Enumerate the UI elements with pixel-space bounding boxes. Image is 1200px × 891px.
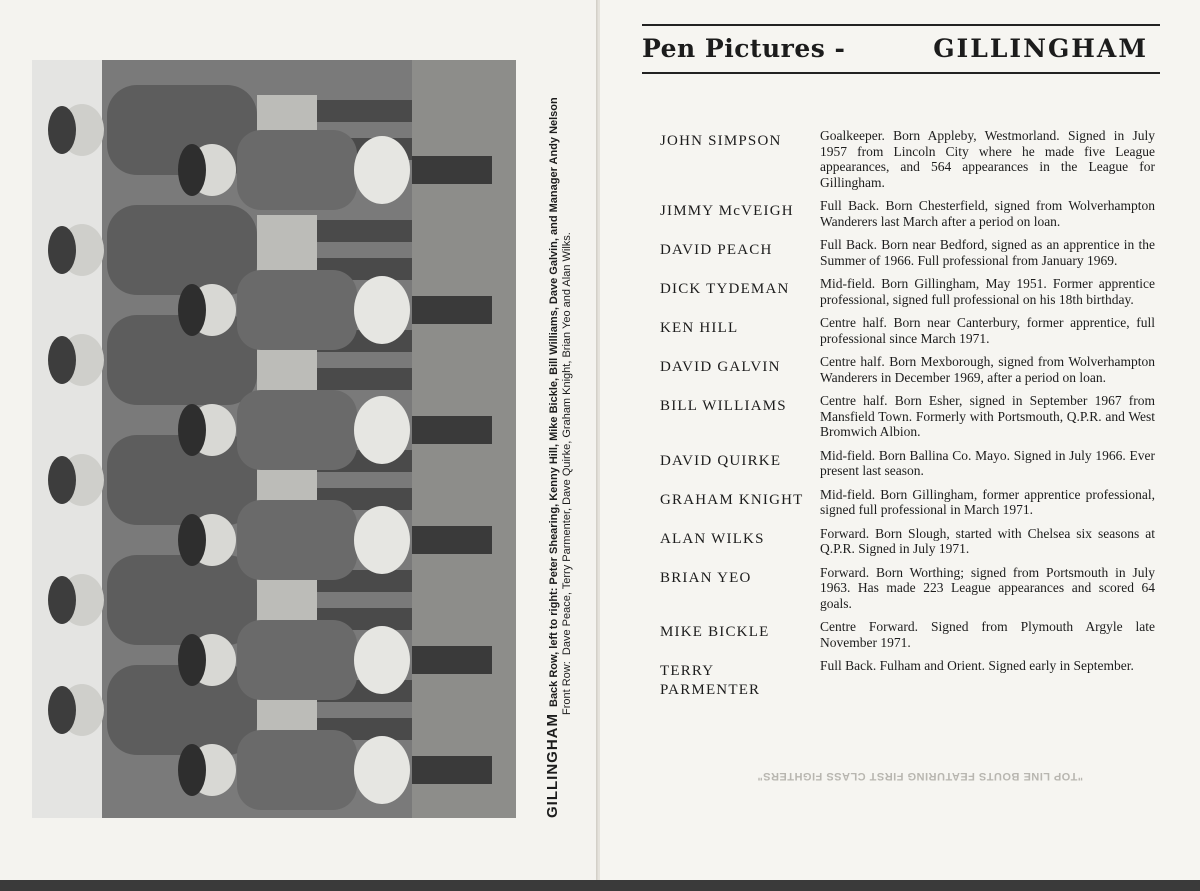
player-shirt (107, 555, 257, 645)
background-edge (0, 880, 1200, 891)
player-description: Mid-field. Born Ballina Co. Mayo. Signed in July 1966. Ever present last season. (820, 447, 1155, 478)
player-row (660, 487, 1155, 518)
player-shirt (237, 620, 357, 700)
header-rule-top (642, 24, 1160, 26)
caption-back-row-label: Back Row, left to right: (548, 587, 560, 707)
player-hair (48, 456, 76, 504)
player-boot (412, 416, 492, 444)
player-description: Goalkeeper. Born Appleby, Westmorland. Signed in July 1957 from Lincoln City where he made five League appearances, and 564 appearances in the League for Gillingham. (820, 128, 1155, 190)
player-sock (317, 368, 412, 390)
caption-line-back-row (546, 58, 561, 818)
player-description: Full Back. Born near Bedford, signed as an apprentice in the Summer of 1966. Full professional from January 1969. (820, 237, 1155, 268)
player-row (660, 658, 1155, 700)
title-pen-pictures: Pen Pictures - (642, 34, 846, 63)
player-hair (48, 576, 76, 624)
caption-front-row: Dave Peace, Terry Parmenter, Dave Quirke, Graham Knight, Brian Yeo and Alan Wilks. (561, 232, 573, 656)
player-row (660, 354, 1155, 385)
player-row (660, 276, 1155, 307)
player-shirt (107, 205, 257, 295)
title-team: GILLINGHAM (933, 34, 1148, 63)
photo-caption (546, 58, 574, 818)
player-sock (317, 100, 412, 122)
player-hair (48, 106, 76, 154)
player-hair (178, 634, 206, 686)
player-name: BILL WILLIAMS (660, 398, 787, 414)
player-description: Centre half. Born Mexborough, signed from Wolverhampton Wanderers in December 1969, after a period on loan. (820, 354, 1155, 385)
player-name: MIKE BICKLE (660, 624, 770, 640)
player-shirt (107, 315, 257, 405)
player-name: JIMMY McVEIGH (660, 203, 794, 219)
player-knee (354, 626, 410, 694)
player-description: Mid-field. Born Gillingham, former apprentice professional, signed full professional in March 1971. (820, 486, 1155, 517)
player-boot (412, 756, 492, 784)
player-hair (178, 514, 206, 566)
caption-team: GILLINGHAM (544, 713, 561, 818)
player-shirt (237, 500, 357, 580)
player-row (660, 619, 1155, 650)
player-shirt (107, 435, 257, 525)
player-row (660, 448, 1155, 479)
player-knee (354, 736, 410, 804)
player-name: DAVID PEACH (660, 242, 773, 258)
player-description: Centre half. Born Esher, signed in September 1967 from Mansfield Town. Formerly with Portsmouth, Q.P.R. and West Bromwich Albion. (820, 393, 1155, 439)
player-description: Centre half. Born near Canterbury, former apprentice, full professional since March 1971. (820, 315, 1155, 346)
player-knee (354, 396, 410, 464)
player-description: Forward. Born Worthing; signed from Portsmouth in July 1963. Has made 223 League appearances and scored 64 goals. (820, 564, 1155, 611)
player-knee (354, 276, 410, 344)
left-page (0, 0, 598, 880)
player-name: GRAHAM KNIGHT (660, 491, 804, 508)
caption-line-front-row (561, 58, 574, 818)
player-name: DAVID QUIRKE (660, 452, 782, 469)
team-photo-image (32, 60, 516, 818)
page-title (642, 30, 1160, 70)
player-boot (412, 646, 492, 674)
player-row (660, 237, 1155, 268)
caption-front-row-label: Front Row: (561, 661, 573, 715)
player-name: KEN HILL (660, 320, 739, 336)
player-shirt (237, 130, 357, 210)
player-hair (48, 336, 76, 384)
team-photo (32, 60, 516, 818)
player-shirt (237, 270, 357, 350)
player-row (660, 565, 1155, 612)
player-name: ALAN WILKS (660, 530, 765, 547)
player-description: Forward. Born Slough, started with Chelsea six seasons at Q.P.R. Signed in July 1971. (820, 525, 1155, 556)
bleed-through-text: "TOP LINE BOUTS FEATURING FIRST CLASS FIGHTERS" (756, 770, 1084, 782)
caption-back-row: Peter Shearing, Kenny Hill, Mike Bickle, Bill Williams, Dave Galvin, and Manager Andy Nelson (548, 97, 560, 585)
player-description: Full Back. Fulham and Orient. Signed early in September. (820, 658, 1134, 673)
player-name: DAVID GALVIN (660, 359, 781, 375)
player-shirt (237, 730, 357, 810)
player-hair (48, 686, 76, 734)
player-hair (178, 404, 206, 456)
player-row (660, 198, 1155, 229)
player-knee (354, 136, 410, 204)
player-name: TERRY PARMENTER (660, 663, 761, 698)
player-description: Mid-field. Born Gillingham, May 1951. Former apprentice professional, signed full professional on his 18th birthday. (820, 276, 1155, 307)
player-name: BRIAN YEO (660, 569, 752, 586)
player-boot (412, 296, 492, 324)
player-list (660, 128, 1155, 708)
player-description: Centre Forward. Signed from Plymouth Argyle late November 1971. (820, 619, 1155, 650)
player-row (660, 526, 1155, 557)
player-shirt (107, 665, 257, 755)
player-knee (354, 506, 410, 574)
header-rule-bottom (642, 72, 1160, 74)
player-boot (412, 156, 492, 184)
player-hair (178, 284, 206, 336)
player-hair (178, 144, 206, 196)
player-hair (178, 744, 206, 796)
player-shirt (237, 390, 357, 470)
player-row (660, 128, 1155, 190)
player-row (660, 315, 1155, 346)
player-boot (412, 526, 492, 554)
player-hair (48, 226, 76, 274)
player-description: Full Back. Born Chesterfield, signed from Wolverhampton Wanderers last March after a period on loan. (820, 198, 1155, 229)
player-sock (317, 220, 412, 242)
player-row (660, 393, 1155, 440)
player-name: DICK TYDEMAN (660, 281, 790, 297)
player-name: JOHN SIMPSON (660, 133, 782, 149)
